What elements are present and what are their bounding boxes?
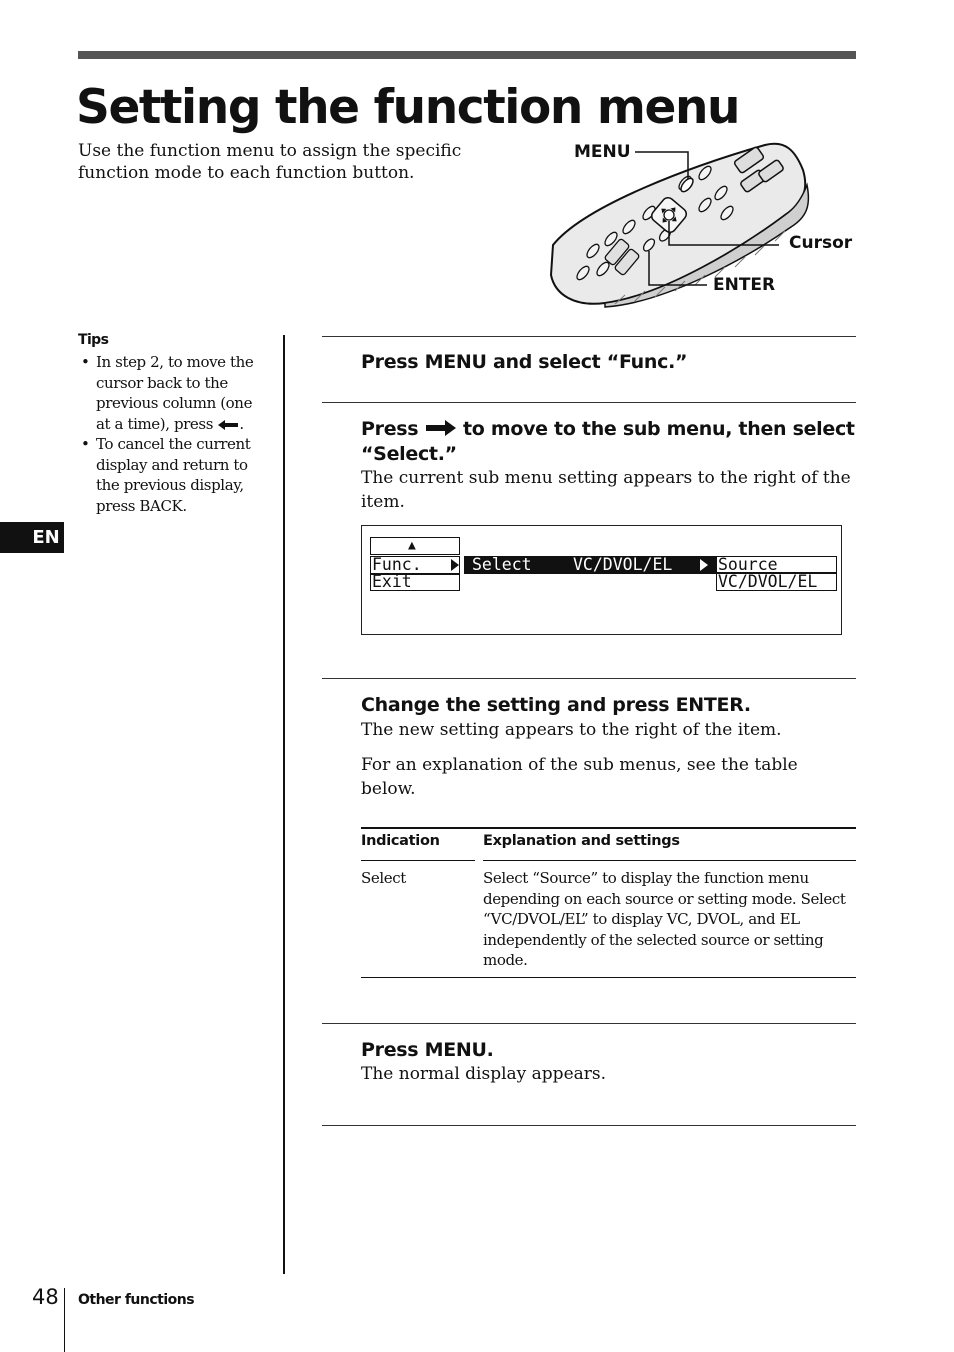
cursor-callout-label: Cursor xyxy=(789,233,853,253)
bullet-icon: • xyxy=(81,353,90,371)
table-header-indication: Indication xyxy=(361,833,440,849)
step-divider xyxy=(322,402,856,403)
table-bottom-rule xyxy=(361,977,856,978)
step-divider xyxy=(322,678,856,679)
column-divider xyxy=(283,335,285,1274)
step-2-title-start: Press xyxy=(361,418,419,440)
step-2-title xyxy=(361,417,856,467)
display-pointer-icon xyxy=(451,559,459,571)
enter-callout-label: ENTER xyxy=(713,275,776,295)
display-current-setting: VC/DVOL/EL xyxy=(573,555,673,574)
step-divider xyxy=(322,1023,856,1024)
tip-suffix: . xyxy=(239,414,244,433)
tips-sidebar xyxy=(78,332,263,516)
tip-item xyxy=(78,352,263,434)
table-cell-explanation: Select “Source” to display the function menu depending on each source or setting mode. Select “VC/DVOL/EL” to display VC, DVOL, and EL independently of the selected source or setting mode. xyxy=(483,869,846,969)
step-2-title-end: to move to the sub menu, then select “Select.” xyxy=(361,418,855,465)
tip-item xyxy=(78,434,263,516)
table-cell-indication: Select xyxy=(361,869,406,887)
step-divider xyxy=(322,336,856,337)
display-option-source: Source xyxy=(718,555,778,574)
section-name: Other functions xyxy=(78,1292,195,1308)
menu-callout-label: MENU xyxy=(574,142,631,162)
table-header-rule xyxy=(361,860,475,861)
step-1-title: Press MENU and select “Func.” xyxy=(361,351,688,373)
right-arrow-icon xyxy=(425,419,457,437)
page-number: 48 xyxy=(32,1285,59,1309)
step-divider xyxy=(322,1125,856,1126)
table-header-explanation: Explanation and settings xyxy=(483,833,680,849)
tip-text: To cancel the current display and return to the previous display, press BACK. xyxy=(96,435,251,515)
table-top-rule xyxy=(361,827,856,829)
step-3-title: Change the setting and press ENTER. xyxy=(361,694,751,716)
tips-heading: Tips xyxy=(78,332,109,348)
step-4-title: Press MENU. xyxy=(361,1039,494,1061)
display-pointer-icon xyxy=(700,559,708,571)
table-header-rule xyxy=(483,860,856,861)
back-arrow-icon xyxy=(217,419,239,431)
language-tab: EN xyxy=(0,522,64,553)
step-3-text: The new setting appears to the right of the item. xyxy=(361,720,782,740)
display-option-vcdvolel: VC/DVOL/EL xyxy=(718,572,818,591)
page-title: Setting the function menu xyxy=(76,80,740,135)
intro-paragraph: Use the function menu to assign the specific function mode to each function button. xyxy=(78,141,462,183)
step-4-text: The normal display appears. xyxy=(361,1064,607,1084)
display-select: Select xyxy=(472,555,532,574)
display-exit: Exit xyxy=(372,572,412,591)
bullet-icon: • xyxy=(81,435,90,453)
display-func: Func. xyxy=(372,555,422,574)
tip-text: In step 2, to move the cursor back to the previous column (one at a time), press xyxy=(96,353,254,433)
step-3-note: For an explanation of the sub menus, see the table below. xyxy=(361,755,798,799)
step-2-text: The current sub menu setting appears to the right of the item. xyxy=(361,468,851,512)
display-screen xyxy=(361,525,842,635)
header-rule xyxy=(78,51,856,59)
up-arrow-icon: ▲ xyxy=(408,538,416,553)
footer-divider xyxy=(64,1288,65,1352)
